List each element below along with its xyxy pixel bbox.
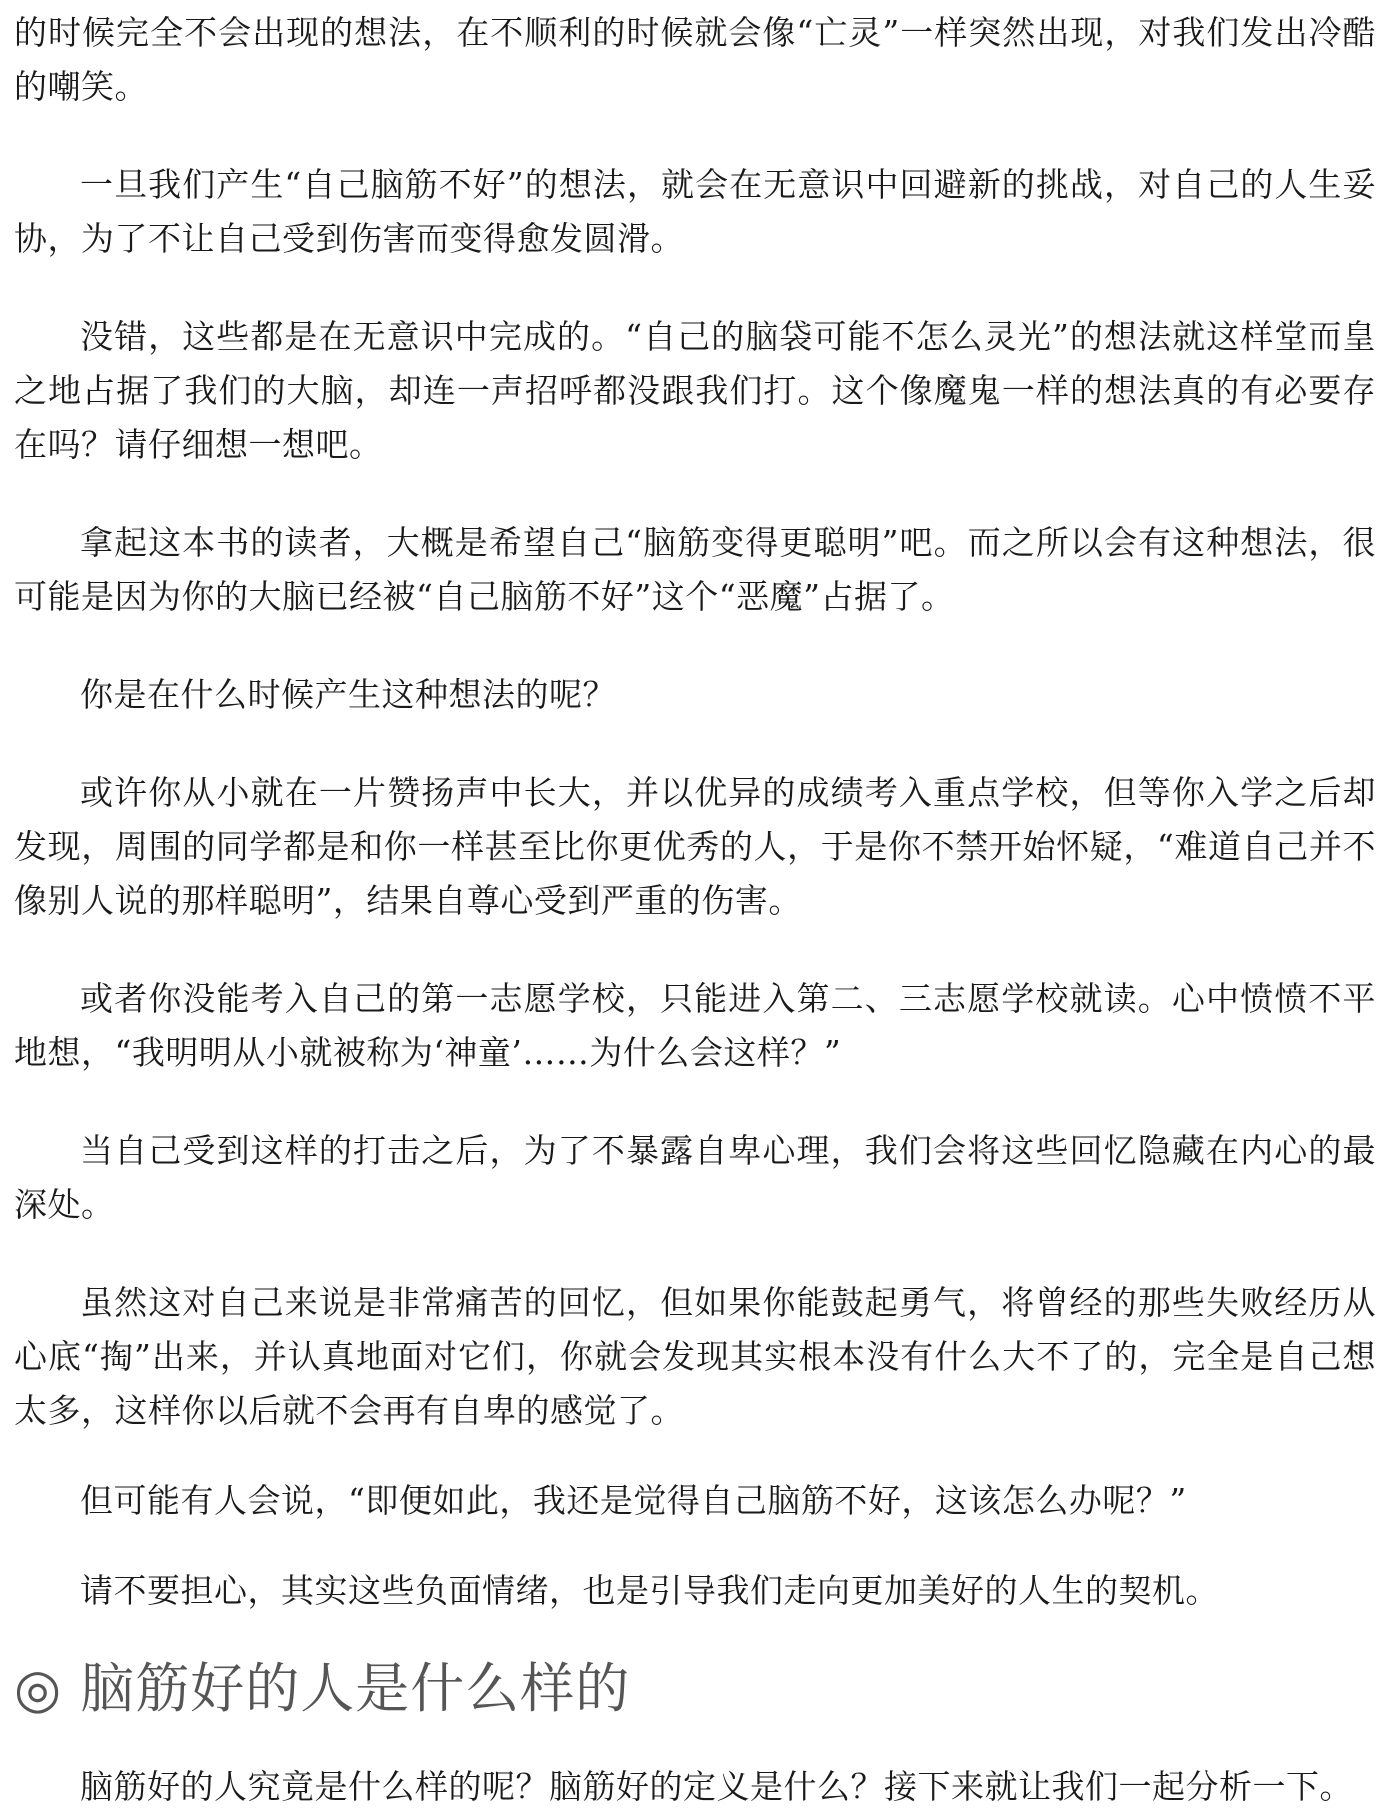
paragraph-continued: 的时候完全不会出现的想法，在不顺利的时候就会像“亡灵”一样突然出现，对我们发出冷酷的嘲笑。 bbox=[14, 13, 1376, 106]
document-page bbox=[14, 6, 1376, 1814]
paragraph: 或许你从小就在一片赞扬声中长大，并以优异的成绩考入重点学校，但等你入学之后却发现，周围的同学都是和你一样甚至比你更优秀的人，于是你不禁开始怀疑，“难道自己并不像别人说的那样聪明”，结果自尊心受到严重的伤害。 bbox=[14, 773, 1376, 920]
paragraph: 当自己受到这样的打击之后，为了不暴露自卑心理，我们会将这些回忆隐藏在内心的最深处。 bbox=[14, 1131, 1376, 1224]
paragraph: 请不要担心，其实这些负面情绪，也是引导我们走向更加美好的人生的契机。 bbox=[80, 1571, 1219, 1610]
section-paragraph: 脑筋好的人究竟是什么样的呢？脑筋好的定义是什么？接下来就让我们一起分析一下。 bbox=[80, 1767, 1353, 1806]
section-heading: ◎ 脑筋好的人是什么样的 bbox=[14, 1657, 631, 1720]
paragraph: 虽然这对自己来说是非常痛苦的回忆，但如果你能鼓起勇气，将曾经的那些失败经历从心底“掏”出来，并认真地面对它们，你就会发现其实根本没有什么大不了的，完全是自己想太多，这样你以后就不会再有自卑的感觉了。 bbox=[14, 1283, 1376, 1430]
paragraph: 或者你没能考入自己的第一志愿学校，只能进入第二、三志愿学校就读。心中愤愤不平地想，“我明明从小就被称为‘神童’……为什么会这样？” bbox=[14, 979, 1376, 1072]
paragraph: 你是在什么时候产生这种想法的呢？ bbox=[80, 675, 616, 714]
paragraph: 拿起这本书的读者，大概是希望自己“脑筋变得更聪明”吧。而之所以会有这种想法，很可能是因为你的大脑已经被“自己脑筋不好”这个“恶魔”占据了。 bbox=[14, 523, 1376, 616]
paragraph: 但可能有人会说，“即便如此，我还是觉得自己脑筋不好，这该怎么办呢？” bbox=[80, 1481, 1187, 1520]
paragraph: 没错，这些都是在无意识中完成的。“自己的脑袋可能不怎么灵光”的想法就这样堂而皇之地占据了我们的大脑，却连一声招呼都没跟我们打。这个像魔鬼一样的想法真的有必要存在吗？请仔细想一想吧。 bbox=[14, 317, 1376, 464]
paragraph: 一旦我们产生“自己脑筋不好”的想法，就会在无意识中回避新的挑战，对自己的人生妥协，为了不让自己受到伤害而变得愈发圆滑。 bbox=[14, 165, 1376, 258]
